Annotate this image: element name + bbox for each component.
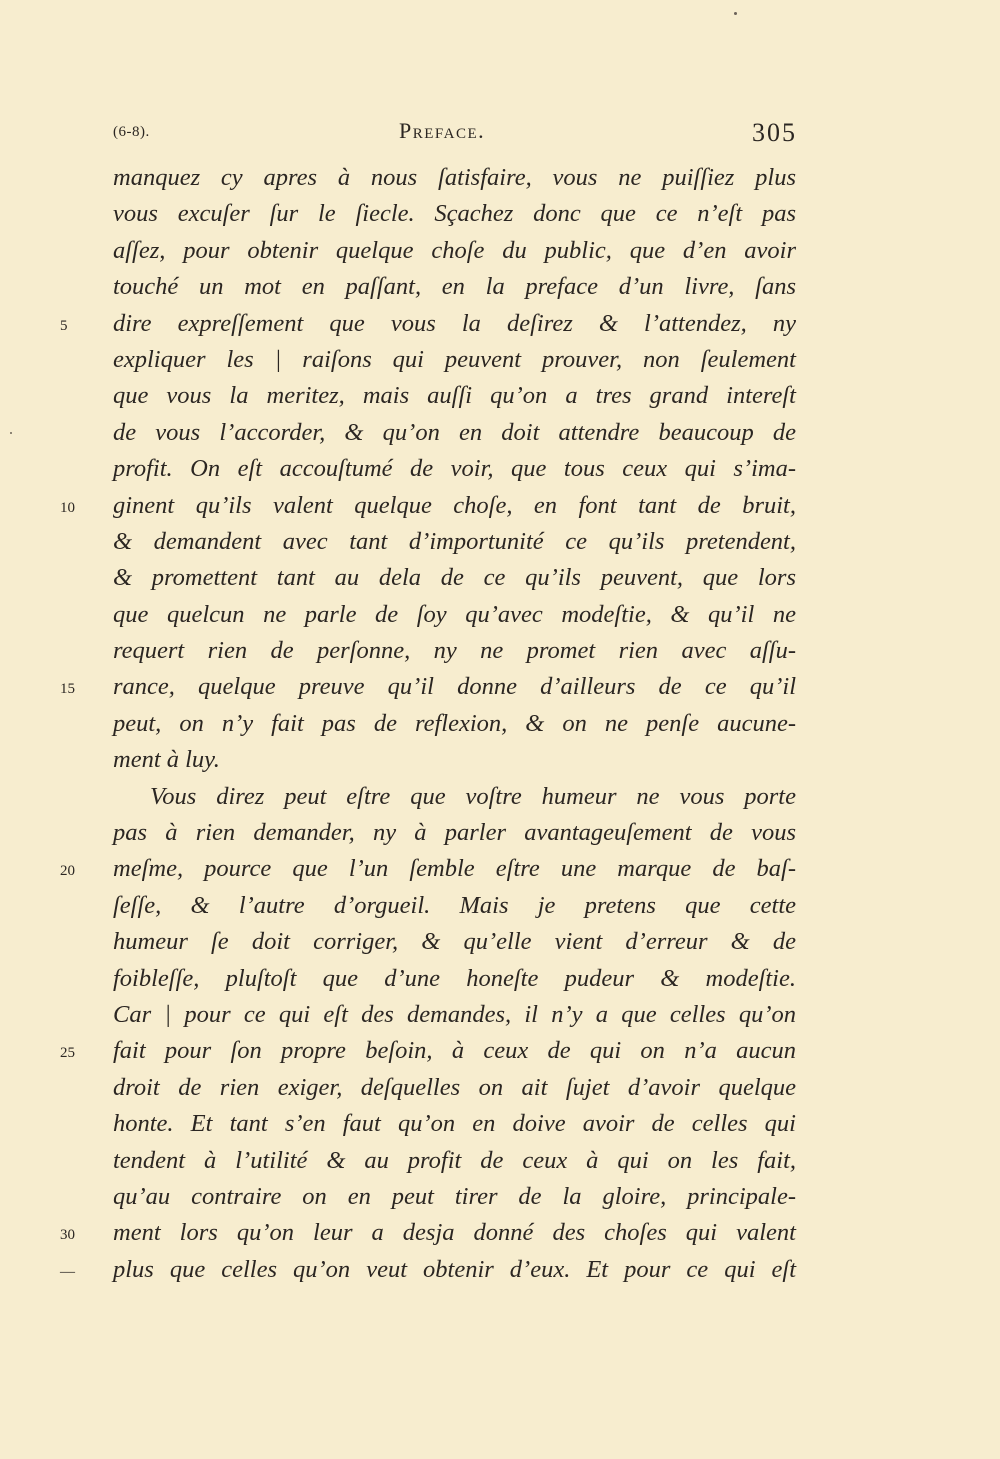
text-line bbox=[0, 597, 1000, 633]
line-text: requert rien de perſonne, ny ne promet rien avec aſſu- bbox=[113, 637, 796, 665]
line-text: ſeſſe, & l’autre d’orgueil. Mais je pretens que cette bbox=[113, 891, 796, 919]
text-line bbox=[0, 378, 1000, 414]
line-text: dire expreſſement que vous la deſirez & l’attendez, ny bbox=[113, 309, 796, 337]
line-text: ginent qu’ils valent quelque choſe, en font tant de bruit, bbox=[113, 491, 796, 519]
text-line bbox=[0, 196, 1000, 232]
line-text: qu’au contraire on en peut tirer de la gloire, principale- bbox=[113, 1182, 796, 1210]
line-text: humeur ſe doit corriger, & qu’elle vient d’erreur & de bbox=[113, 928, 796, 956]
text-line bbox=[0, 1215, 1000, 1251]
line-number: — bbox=[60, 1263, 75, 1280]
text-line bbox=[0, 706, 1000, 742]
text-line bbox=[0, 633, 1000, 669]
line-text: meſme, pource que l’un ſemble eſtre une marque de baſ- bbox=[113, 855, 796, 883]
text-line bbox=[0, 669, 1000, 705]
text-line bbox=[0, 488, 1000, 524]
section-reference: (6-8). bbox=[113, 124, 150, 140]
text-line bbox=[0, 451, 1000, 487]
text-line bbox=[0, 1033, 1000, 1069]
line-text: rance, quelque preuve qu’il donne d’ailleurs de ce qu’il bbox=[113, 673, 796, 701]
line-text: de vous l’accorder, & qu’on en doit attendre beaucoup de bbox=[113, 418, 796, 446]
line-text: & demandent avec tant d’importunité ce qu’ils pretendent, bbox=[113, 527, 796, 555]
line-number: 15 bbox=[60, 681, 75, 698]
line-text: plus que celles qu’on veut obtenir d’eux. Et pour ce qui eſt bbox=[113, 1255, 796, 1283]
line-number: 10 bbox=[60, 499, 75, 516]
line-text: manquez cy apres à nous ſatisfaire, vous ne puiſſiez plus bbox=[113, 164, 796, 191]
running-header bbox=[0, 118, 1000, 152]
running-title: Preface. bbox=[399, 118, 486, 143]
line-text: que quelcun ne parle de ſoy qu’avec modeſtie, & qu’il ne bbox=[113, 600, 796, 628]
ink-speck bbox=[734, 12, 737, 15]
text-line bbox=[0, 815, 1000, 851]
text-line bbox=[0, 1179, 1000, 1215]
text-line bbox=[0, 851, 1000, 887]
text-line bbox=[0, 524, 1000, 560]
text-line bbox=[0, 888, 1000, 924]
line-number: 5 bbox=[60, 317, 68, 334]
line-text: Car | pour ce qui eſt des demandes, il n’y a que celles qu’on bbox=[113, 1000, 796, 1028]
text-line bbox=[0, 269, 1000, 305]
line-text: expliquer les | raiſons qui peuvent prouver, non ſeulement bbox=[113, 345, 796, 373]
line-text: aſſez, pour obtenir quelque choſe du public, que d’en avoir bbox=[113, 236, 796, 264]
text-line bbox=[0, 306, 1000, 342]
text-line bbox=[0, 233, 1000, 269]
text-line bbox=[0, 961, 1000, 997]
line-text: foibleſſe, pluſtoſt que d’une honeſte pudeur & modeſtie. bbox=[113, 964, 796, 992]
text-line bbox=[0, 560, 1000, 596]
line-text: profit. On eſt accouſtumé de voir, que tous ceux qui s’ima- bbox=[113, 455, 796, 483]
line-text: tendent à l’utilité & au profit de ceux à qui on les fait, bbox=[113, 1146, 796, 1174]
line-text: fait pour ſon propre beſoin, à ceux de qui on n’a aucun bbox=[113, 1037, 796, 1065]
text-line bbox=[0, 1070, 1000, 1106]
text-line bbox=[0, 342, 1000, 378]
text-line bbox=[0, 997, 1000, 1033]
line-text: ment lors qu’on leur a desja donné des choſes qui valent bbox=[113, 1219, 796, 1247]
line-text: pas à rien demander, ny à parler avantageuſement de vous bbox=[113, 819, 796, 847]
text-line bbox=[0, 160, 1000, 196]
line-text: que vous la meritez, mais auſſi qu’on a tres grand intereſt bbox=[113, 382, 796, 410]
line-number: 25 bbox=[60, 1045, 75, 1062]
text-line bbox=[0, 415, 1000, 451]
line-text: Vous direz peut eſtre que voſtre humeur ne vous porte bbox=[150, 782, 796, 810]
text-line bbox=[0, 742, 1000, 778]
text-line bbox=[0, 1106, 1000, 1142]
line-text: honte. Et tant s’en faut qu’on en doive avoir de celles qui bbox=[113, 1110, 796, 1138]
line-number: 20 bbox=[60, 863, 75, 880]
text-line bbox=[0, 924, 1000, 960]
body-text bbox=[0, 160, 1000, 1288]
line-text: peut, on n’y fait pas de reflexion, & on ne penſe aucune- bbox=[113, 709, 796, 737]
line-text: touché un mot en paſſant, en la preface d’un livre, ſans bbox=[113, 273, 796, 301]
line-text: droit de rien exiger, deſquelles on ait ſujet d’avoir quelque bbox=[113, 1073, 796, 1101]
text-line bbox=[0, 1143, 1000, 1179]
line-text: ment à luy. bbox=[113, 746, 220, 774]
text-line bbox=[0, 779, 1000, 815]
line-text: & promettent tant au dela de ce qu’ils peuvent, que lors bbox=[113, 564, 796, 592]
text-line bbox=[0, 1252, 1000, 1288]
page-number: 305 bbox=[752, 118, 797, 147]
line-text: vous excuſer ſur le ſiecle. Sçachez donc que ce n’eſt pas bbox=[113, 200, 796, 228]
line-number: 30 bbox=[60, 1227, 75, 1244]
